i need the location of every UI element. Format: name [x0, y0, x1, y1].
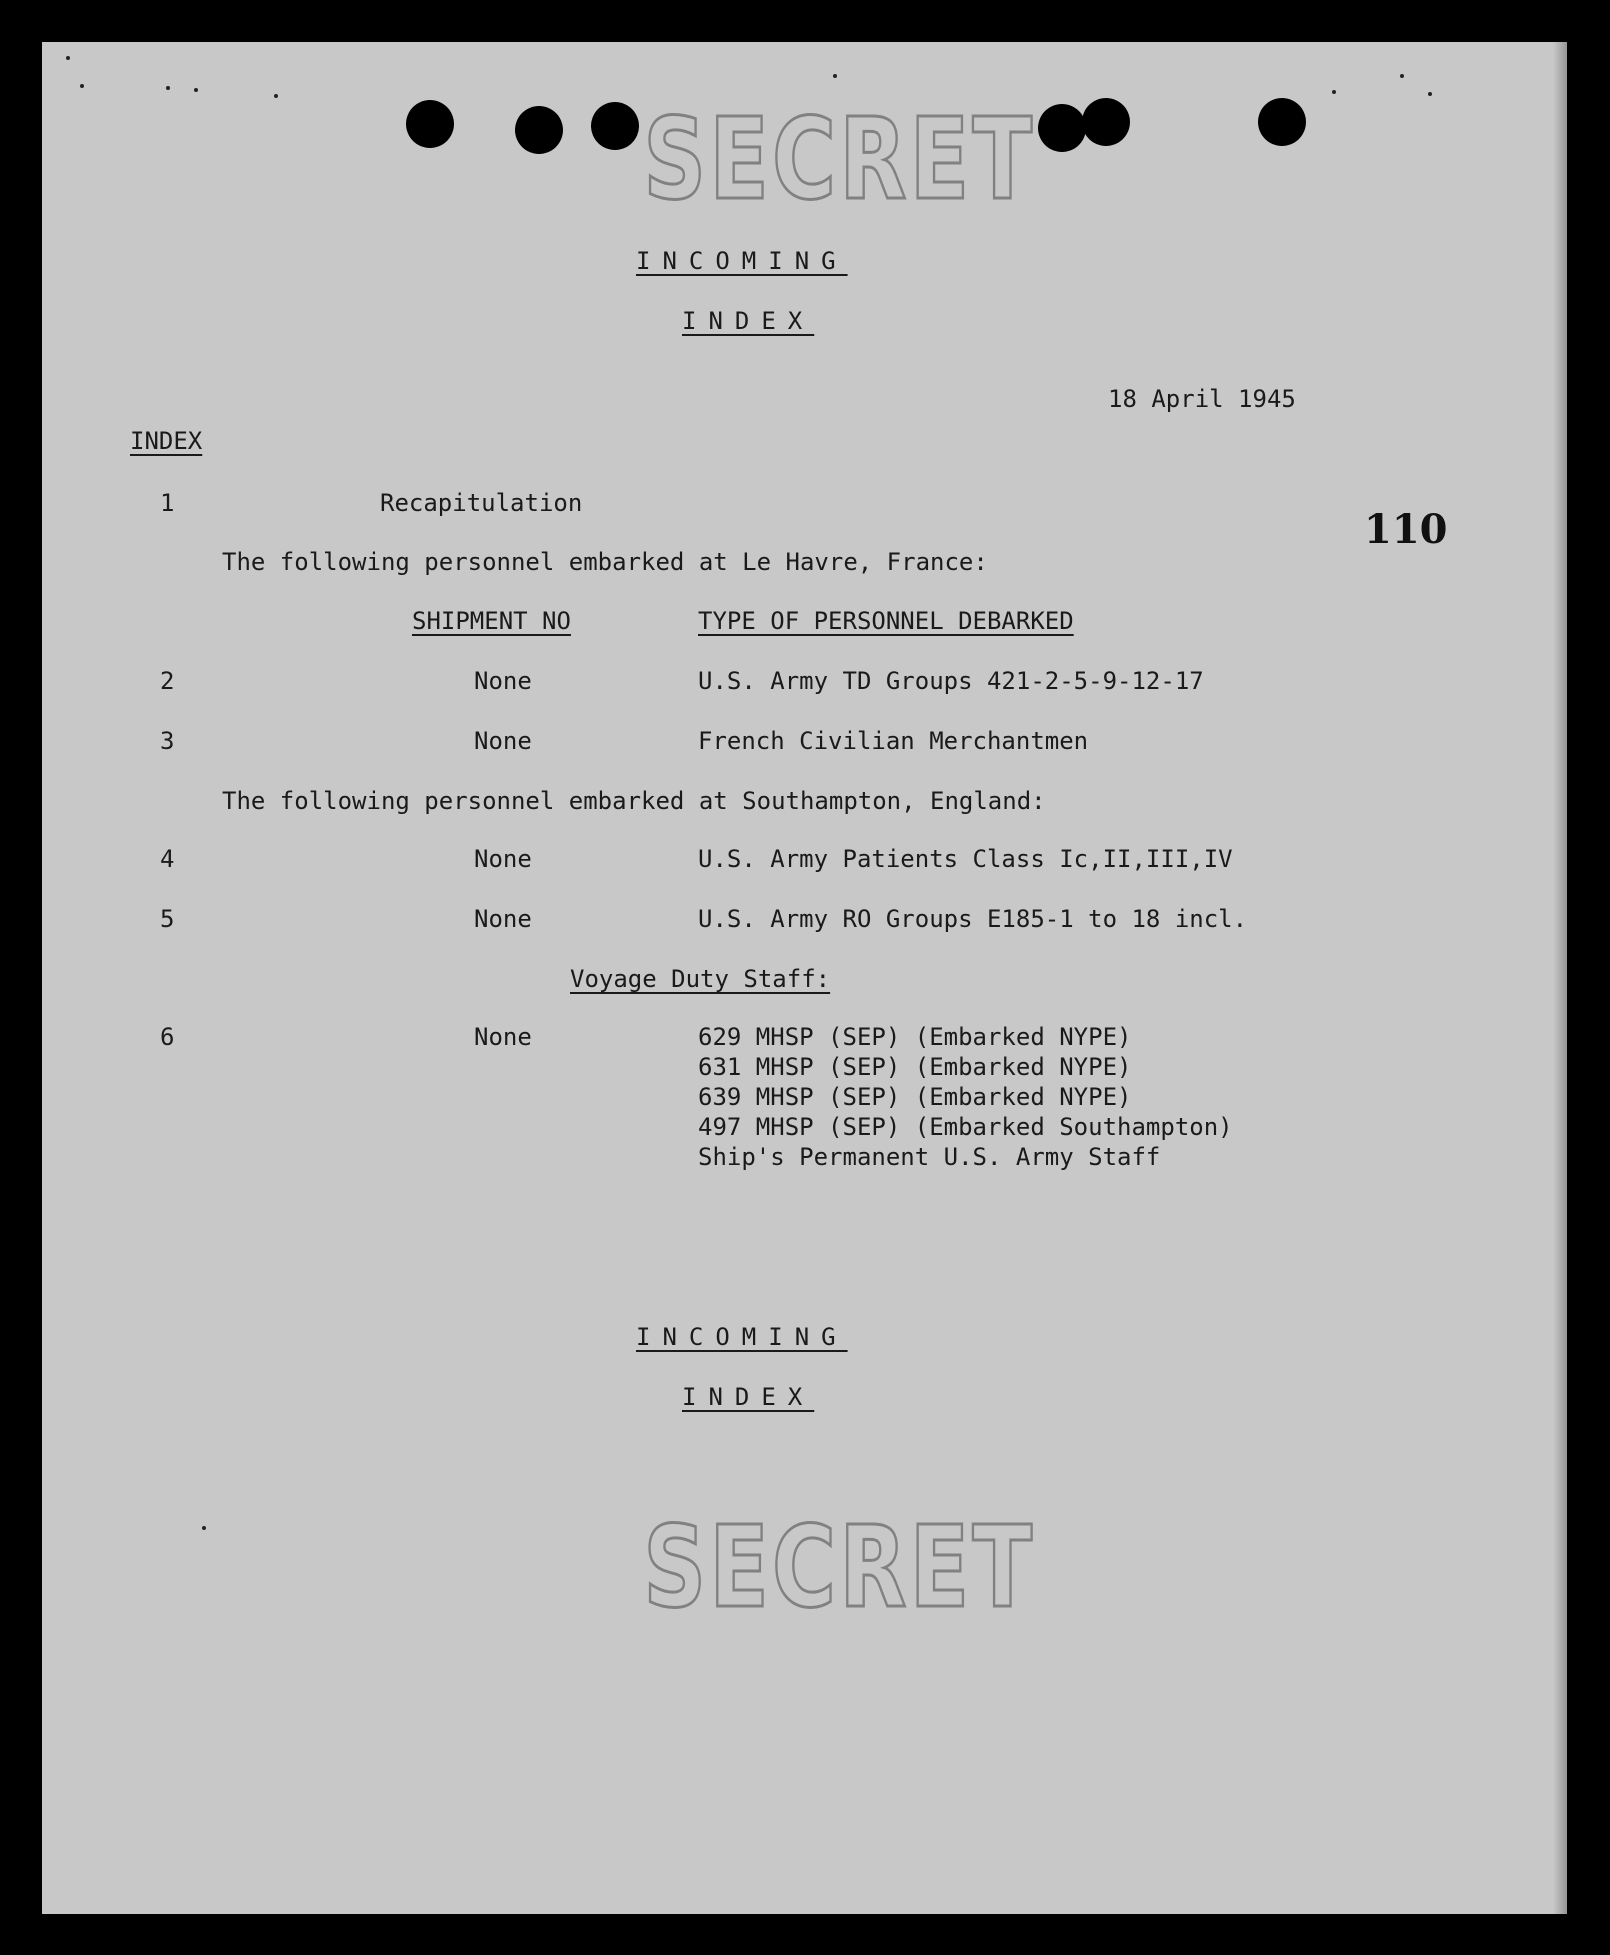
item-1-text: Recapitulation [380, 489, 583, 517]
column-type-of-personnel: TYPE OF PERSONNEL DEBARKED [698, 607, 1074, 635]
header-incoming: INCOMING [636, 247, 848, 275]
item-5-shipment: None [474, 905, 532, 933]
item-3-type: French Civilian Merchantmen [698, 727, 1089, 755]
footer-incoming: INCOMING [636, 1323, 848, 1351]
item-4-shipment: None [474, 845, 532, 873]
item-6-number: 6 [160, 1023, 175, 1051]
speck [1428, 92, 1432, 96]
index-label: INDEX [130, 427, 203, 455]
punch-hole-5 [1082, 98, 1130, 146]
item-2-number: 2 [160, 667, 175, 695]
item-6-line-2: 631 MHSP (SEP) (Embarked NYPE) [698, 1053, 1132, 1081]
document-date: 18 April 1945 [1108, 385, 1296, 413]
speck [202, 1526, 206, 1530]
column-shipment-no: SHIPMENT NO [412, 607, 571, 635]
speck [194, 88, 198, 92]
le-havre-intro: The following personnel embarked at Le Havre, France: [222, 548, 988, 576]
item-6-line-1: 629 MHSP (SEP) (Embarked NYPE) [698, 1023, 1132, 1051]
item-6-shipment: None [474, 1023, 532, 1051]
footer-index: INDEX [682, 1383, 815, 1411]
secret-stamp-top: SECRET [643, 95, 1036, 225]
speck [833, 74, 837, 78]
item-2-shipment: None [474, 667, 532, 695]
item-3-shipment: None [474, 727, 532, 755]
item-3-number: 3 [160, 727, 175, 755]
speck [80, 84, 84, 88]
speck [1400, 74, 1404, 78]
punch-hole-3 [591, 102, 639, 150]
item-4-number: 4 [160, 845, 175, 873]
document-page [42, 42, 1567, 1914]
item-5-number: 5 [160, 905, 175, 933]
header-index: INDEX [682, 307, 815, 335]
speck [274, 94, 278, 98]
page-number: 110 [1364, 506, 1448, 553]
punch-hole-2 [515, 106, 563, 154]
punch-hole-6 [1258, 98, 1306, 146]
item-6-line-5: Ship's Permanent U.S. Army Staff [698, 1143, 1161, 1171]
item-5-type: U.S. Army RO Groups E185-1 to 18 incl. [698, 905, 1248, 933]
southampton-intro: The following personnel embarked at Southampton, England: [222, 787, 1046, 815]
item-6-staff-list [698, 1022, 1233, 1172]
secret-stamp-bottom: SECRET [643, 1503, 1036, 1633]
punch-hole-1 [406, 100, 454, 148]
voyage-duty-staff-heading: Voyage Duty Staff: [570, 965, 831, 993]
speck [1332, 90, 1336, 94]
speck [166, 86, 170, 90]
item-1-number: 1 [160, 489, 175, 517]
item-6-line-3: 639 MHSP (SEP) (Embarked NYPE) [698, 1083, 1132, 1111]
speck [66, 56, 70, 60]
item-2-type: U.S. Army TD Groups 421-2-5-9-12-17 [698, 667, 1204, 695]
item-4-type: U.S. Army Patients Class Ic,II,III,IV [698, 845, 1233, 873]
punch-hole-4 [1038, 104, 1086, 152]
item-6-line-4: 497 MHSP (SEP) (Embarked Southampton) [698, 1113, 1233, 1141]
